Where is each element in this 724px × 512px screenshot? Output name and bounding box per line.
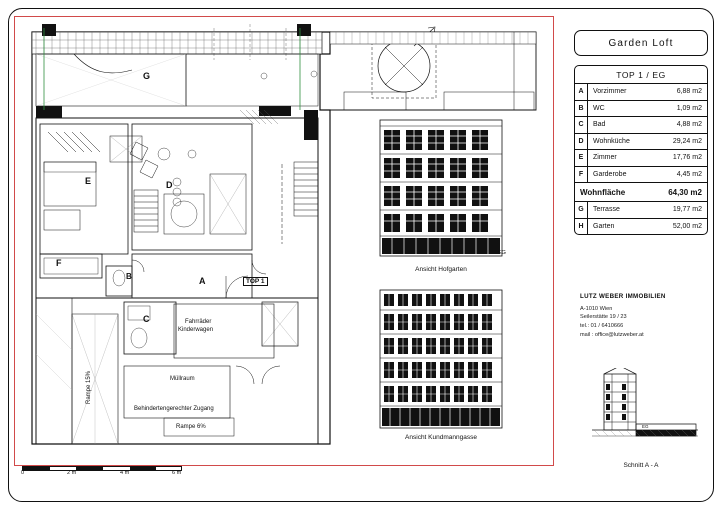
room-area: 17,76 m2	[672, 154, 702, 162]
table-row	[575, 219, 707, 235]
scale-label: 0	[21, 470, 25, 476]
table-row	[575, 134, 707, 151]
scale-label: 2 m	[67, 470, 77, 476]
elevation-street-drawing	[378, 288, 504, 430]
contact-line: mail : office@lutzweber.at	[580, 331, 644, 338]
room-key: E	[575, 150, 588, 166]
plan-label-room-f: F	[56, 258, 62, 268]
room-name: Garderobe	[593, 170, 627, 178]
unit-header: TOP 1 / EG	[575, 66, 707, 84]
room-key: C	[575, 117, 588, 133]
table-row	[575, 167, 707, 184]
room-key: H	[575, 219, 588, 235]
plan-label-bikes: Fahrräder	[185, 319, 212, 325]
room-area: 4,45 m2	[676, 170, 702, 178]
room-area: 4,88 m2	[676, 121, 702, 129]
contact-line: Seilerstätte 19 / 23	[580, 314, 627, 321]
plan-label-terrace-g: G	[143, 71, 151, 81]
project-title: Garden Loft	[608, 37, 674, 49]
plan-label-room-a: A	[199, 276, 206, 286]
room-key: G	[575, 202, 588, 218]
table-row	[575, 150, 707, 167]
plan-label-room-b: B	[126, 272, 132, 281]
table-row	[575, 117, 707, 134]
room-key: A	[575, 84, 588, 100]
contact-line: tel.: 01 / 6410666	[580, 322, 624, 329]
plan-label-room-e: E	[85, 176, 92, 186]
room-name: WC	[593, 104, 605, 112]
info-column	[574, 30, 708, 235]
table-row	[575, 84, 707, 101]
elevation-courtyard-drawing	[378, 118, 504, 258]
room-key: D	[575, 134, 588, 150]
section-eg-marker: EG	[642, 424, 649, 429]
plan-label-ramp6: Rampe 6%	[176, 424, 206, 430]
project-title-box	[574, 30, 708, 56]
company-name: LUTZ WEBER IMMOBILIEN	[580, 293, 666, 300]
room-key: F	[575, 167, 588, 183]
room-name: Zimmer	[593, 154, 617, 162]
plan-label-prams: Kinderwagen	[178, 327, 214, 333]
plan-label-top1: TOP 1	[243, 277, 268, 286]
plan-label-room-c: C	[143, 314, 150, 324]
elevation-street-caption: Ansicht Kundmanngasse	[405, 434, 477, 441]
plan-label-room-d: D	[166, 180, 173, 190]
elevation-eg-marker: EG	[498, 250, 506, 256]
contact-line: A-1010 Wien	[580, 305, 613, 312]
plan-label-ramp15: Rampe 15%	[86, 370, 92, 404]
room-area: 52,00 m2	[672, 222, 702, 230]
scale-bar	[22, 462, 187, 476]
scale-ticks	[22, 466, 182, 471]
contact-block	[580, 292, 710, 339]
room-name: Terrasse	[593, 206, 620, 214]
total-label: Wohnfläche	[580, 187, 626, 197]
room-area: 29,24 m2	[672, 137, 702, 145]
plan-label-accessible: Behindertengerechter Zugang	[134, 406, 214, 412]
room-area: 19,77 m2	[672, 206, 702, 214]
section-caption: Schnitt A - A	[623, 462, 659, 469]
room-area: 6,88 m2	[676, 88, 702, 96]
room-name: Bad	[593, 121, 606, 129]
section-drawing	[578, 368, 704, 456]
table-row	[575, 202, 707, 219]
scale-label: 6 m	[172, 470, 182, 476]
room-name: Vorzimmer	[593, 88, 627, 96]
plan-label-waste: Müllraum	[170, 376, 195, 382]
total-value: 64,30 m2	[668, 187, 702, 197]
room-name: Wohnküche	[593, 137, 630, 145]
room-schedule-table	[574, 65, 708, 235]
elevation-courtyard-caption: Ansicht Hofgarten	[415, 266, 467, 273]
room-name: Garten	[593, 222, 615, 230]
scale-label: 4 m	[120, 470, 130, 476]
room-key: B	[575, 101, 588, 117]
total-area-row	[575, 183, 707, 202]
table-row	[575, 101, 707, 118]
room-area: 1,09 m2	[676, 104, 702, 112]
